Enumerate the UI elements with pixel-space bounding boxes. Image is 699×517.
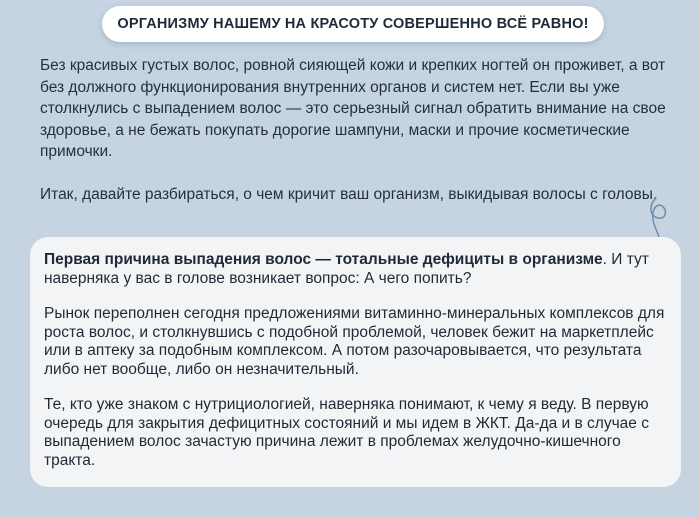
card-paragraph-2: Рынок переполнен сегодня предложениями витаминно-минеральных комплексов для роста волос, и столкнувшись с подобной проблемой, человек бежит на маркетплейс или в аптеку за подобным комплексом. А потом разочаровывается, что результата либо нет вообще, либо он незначительный. xyxy=(44,305,665,378)
intro-paragraph-1: Без красивых густых волос, ровной сияющей кожи и крепких ногтей он проживет, а вот без должного функционирования внутренних органов и систем нет. Если вы уже столкнулись с выпадением волос — это серьезный сигнал обратить внимание на свое здоровье, а не бежать покупать дорогие шампуни, маски и прочие косметические примочки. xyxy=(40,57,666,160)
info-card xyxy=(30,237,681,487)
title-banner xyxy=(102,6,604,42)
slide-frame xyxy=(6,0,693,517)
intro-text xyxy=(40,55,680,205)
card-paragraph-1 xyxy=(44,251,669,288)
card-text xyxy=(44,251,669,470)
card-paragraph-3: Те, кто уже знаком с нутрициологией, наверняка понимают, к чему я веду. В первую очередь для закрытия дефицитных состояний и мы идем в ЖКТ. Да-да и в случае с выпадением волос зачастую причина лежит в проблемах желудочно-кишечного тракта. xyxy=(44,396,649,469)
page-title: ОРГАНИЗМУ НАШЕМУ НА КРАСОТУ СОВЕРШЕННО ВСЁ РАВНО! xyxy=(117,16,589,32)
card-lead-bold: Первая причина выпадения волос — тотальные дефициты в организме xyxy=(44,251,603,268)
intro-paragraph-2: Итак, давайте разбираться, о чем кричит ваш организм, выкидывая волосы с головы. xyxy=(40,185,658,203)
card-lead-rest: . И тут наверняка у вас в голове возникает вопрос: А чего попить? xyxy=(44,251,649,287)
